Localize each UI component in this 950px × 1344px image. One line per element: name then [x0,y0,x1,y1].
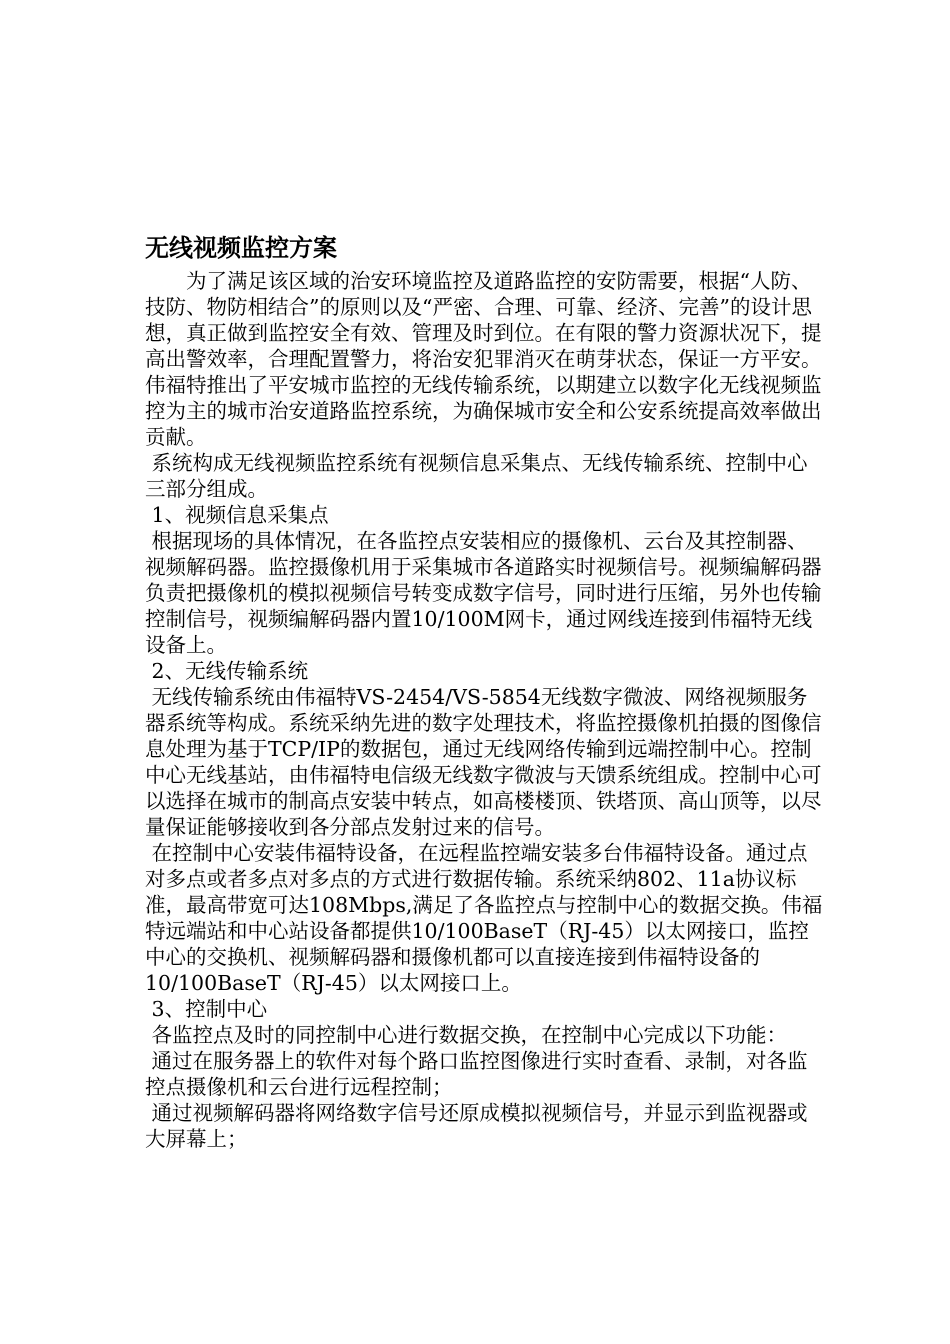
paragraph-function-2: 通过视频解码器将网络数字信号还原成模拟视频信号，并显示到监视器或大屏幕上； [145,1101,808,1151]
paragraph-wireless-transmission: 无线传输系统由伟福特VS-2454/VS-5854无线数字微波、网络视频服务器系统等构成。系统采纳先进的数字处理技术，将监控摄像机拍摄的图像信息处理为基于TCP/IP的数据包，通过无线网络传输到远端控制中心。控制中心无线基站，由伟福特电信级无线数字微波与天馈系统组成。控制中心可以选择在城市的制高点安装中转点，如高楼楼顶、铁塔顶、高山顶等，以尽量保证能够接收到各分部点发射过来的信号。 [145,685,822,839]
paragraph-system-overview: 系统构成无线视频监控系统有视频信息采集点、无线传输系统、控制中心三部分组成。 [145,451,808,501]
paragraph-control-center: 各监控点及时的同控制中心进行数据交换，在控制中心完成以下功能： [145,1023,788,1047]
paragraph-intro: 为了满足该区域的治安环境监控及道路监控的安防需要，根据“人防、技防、物防相结合”的原则以及“严密、合理、可靠、经济、完善”的设计思想，真正做到监控安全有效、管理及时到位。在有限的警力资源状况下，提高出警效率，合理配置警力，将治安犯罪消灭在萌芽状态，保证一方平安。伟福特推出了平安城市监控的无线传输系统，以期建立以数字化无线视频监控为主的城市治安道路监控系统，为确保城市安全和公安系统提高效率做出贡献。 [145,269,822,449]
paragraph-function-1: 通过在服务器上的软件对每个路口监控图像进行实时查看、录制，对各监控点摄像机和云台进行远程控制； [145,1049,808,1099]
section-heading-3: 3、控制中心 [145,997,268,1021]
section-heading-1: 1、视频信息采集点 [145,503,329,527]
section-heading-2: 2、无线传输系统 [145,659,309,683]
document-title: 无线视频监控方案 [145,234,337,262]
document-body [145,230,825,1152]
paragraph-equipment-install: 在控制中心安装伟福特设备，在远程监控端安装多台伟福特设备。通过点对多点或者多点对多点的方式进行数据传输。系统采纳802、11a协议标准，最高带宽可达108Mbps,满足了各监控点与控制中心的数据交换。伟福特远端站和中心站设备都提供10/100BaseT（RJ-45）以太网接口，监控中心的交换机、视频解码器和摄像机都可以直接连接到伟福特设备的10/100BaseT（RJ-45）以太网接口上。 [145,841,823,995]
paragraph-collection-points: 根据现场的具体情况，在各监控点安装相应的摄像机、云台及其控制器、视频解码器。监控摄像机用于采集城市各道路实时视频信号。视频编解码器负责把摄像机的模拟视频信号转变成数字信号，同时进行压缩，另外也传输控制信号，视频编解码器内置10/100M网卡，通过网线连接到伟福特无线设备上。 [145,529,822,657]
